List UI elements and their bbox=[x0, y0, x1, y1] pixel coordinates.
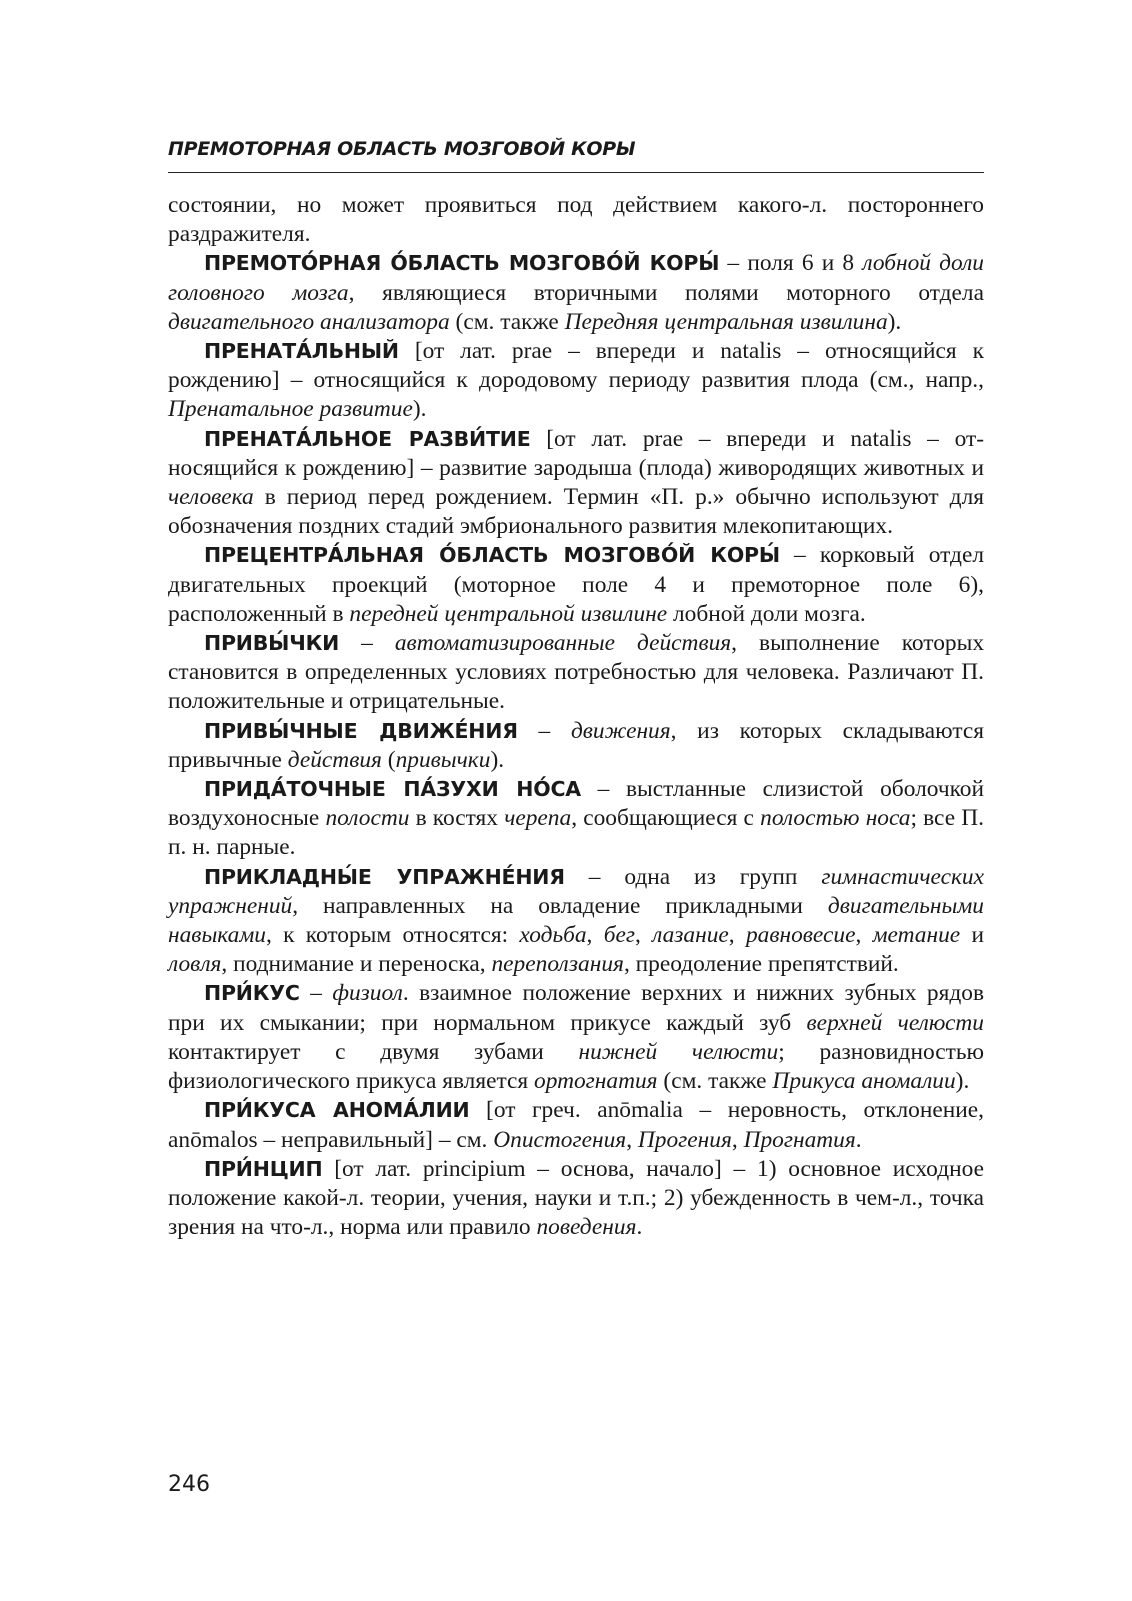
cross-reference: ловля bbox=[168, 951, 222, 978]
entry-text: – bbox=[517, 717, 571, 744]
cross-reference: ортогнатия bbox=[534, 1068, 658, 1095]
entry-text: – одна из групп bbox=[564, 863, 822, 890]
entry-text: , bbox=[626, 1126, 638, 1153]
entry-text: в костях bbox=[409, 805, 505, 832]
entry-text: [от лат. principium – основа, начало] – 1) основное исходное положение какой-л. теории, учения, науки и т.п.; 2) убежденность в чем-л., точка зрения на что-л., норма или правило bbox=[168, 1155, 984, 1241]
cross-reference: переползания bbox=[491, 951, 624, 978]
cross-reference: Передняя центральная извилина bbox=[564, 308, 888, 335]
running-head: ПРЕМОТОРНАЯ ОБЛАСТЬ МОЗГОВОЙ КОРЫ bbox=[168, 138, 636, 160]
dictionary-entry bbox=[168, 249, 984, 337]
header-rule bbox=[168, 172, 984, 173]
entry-text: контактирует с двумя зубами bbox=[168, 1038, 579, 1065]
cross-reference: лазание bbox=[652, 922, 729, 949]
cross-reference: Прогнатия bbox=[743, 1126, 856, 1153]
entry-text: ). bbox=[490, 746, 505, 773]
dictionary-entry bbox=[168, 717, 984, 775]
entry-text: (см. также bbox=[657, 1068, 773, 1095]
entry-text: ). bbox=[412, 396, 427, 423]
cross-reference: черепа bbox=[504, 805, 572, 832]
entry-headword: ПРЕЦЕНТРА́ЛЬНАЯ О́БЛАСТЬ МОЗГОВО́Й КОРЫ́ bbox=[204, 543, 780, 568]
entry-text: ; все П. п. н. парные. bbox=[168, 805, 984, 861]
dictionary-entry bbox=[168, 979, 984, 1096]
entry-text: , bbox=[855, 922, 873, 949]
dictionary-entry bbox=[168, 541, 984, 629]
dictionary-body bbox=[168, 191, 984, 1242]
entry-text: лобной доли мозга. bbox=[667, 600, 866, 627]
cross-reference: физиол bbox=[332, 980, 403, 1007]
cross-reference: гимнастических упражнений bbox=[168, 863, 984, 919]
entry-headword: ПРИКЛАДНЫ́Е УПРАЖНЕ́НИЯ bbox=[204, 864, 565, 889]
entry-headword: ПРИДА́ТОЧНЫЕ ПА́ЗУХИ НО́СА bbox=[204, 777, 581, 802]
entry-text: ). bbox=[955, 1068, 970, 1095]
entry-headword: ПРИВЫ́ЧКИ bbox=[204, 631, 340, 656]
entry-text: , bbox=[728, 922, 746, 949]
cross-reference: движения bbox=[570, 717, 671, 744]
cross-reference: лобной доли головного мозга bbox=[168, 250, 984, 306]
entry-text: , поднимание и переноска, bbox=[221, 951, 492, 978]
dictionary-entry bbox=[168, 337, 984, 425]
entry-headword: ПРИ́КУС bbox=[204, 981, 300, 1006]
entry-headword: ПРИ́КУСА АНОМА́ЛИИ bbox=[204, 1098, 470, 1123]
cross-reference: бег bbox=[603, 922, 635, 949]
entry-headword: ПРЕМОТО́РНАЯ О́БЛАСТЬ МОЗГОВО́Й КОРЫ́ bbox=[204, 251, 720, 276]
entry-text: [от лат. prae – впереди и natalis – относящийся к рождению] – развитие зародыша (плода) живородящих животных и bbox=[168, 425, 984, 481]
entry-headword: ПРИВЫ́ЧНЫЕ ДВИЖЕ́НИЯ bbox=[204, 718, 518, 743]
cross-reference: Пренатальное развитие bbox=[168, 396, 413, 423]
cross-reference: Опистогения bbox=[493, 1126, 627, 1153]
cross-reference: Прогения bbox=[637, 1126, 732, 1153]
cross-reference: человека bbox=[168, 484, 254, 511]
entry-text: [от лат. prae – впереди и natalis – относящийся к рождению] – относящийся к дородовому периоду развития плода (см., напр., bbox=[168, 338, 984, 394]
entry-text: , выполнение которых становится в определенных условиях потребностью для человека. Различают П. положительные и отрицательные. bbox=[168, 630, 985, 715]
entry-text: и bbox=[960, 922, 984, 949]
cross-reference: действия bbox=[287, 746, 382, 773]
entry-text: . bbox=[855, 1126, 862, 1153]
entry-text: ; разновидностью физиологического прикуса является bbox=[168, 1038, 984, 1095]
entry-text: , направленных на овладение прикладными bbox=[292, 892, 828, 919]
entry-text: , сообщающиеся с bbox=[571, 805, 761, 832]
entry-text: ). bbox=[887, 308, 902, 335]
cross-reference: двигательного анализатора bbox=[168, 308, 450, 335]
entry-text: – bbox=[339, 630, 395, 657]
cross-reference: равновесие bbox=[745, 922, 856, 949]
entry-text: . взаимное положение верхних и нижних зубных рядов при их смыкании; при нормальном прикусе каждый зуб bbox=[168, 980, 985, 1036]
cross-reference: ходьба bbox=[519, 922, 587, 949]
entry-text: – поля 6 и 8 bbox=[719, 250, 863, 277]
entry-text: , bbox=[634, 922, 653, 949]
dictionary-entry bbox=[168, 775, 984, 863]
entry-text: , из которых складываются привычные bbox=[168, 717, 984, 773]
cross-reference: нижней челюсти bbox=[578, 1038, 779, 1065]
entry-text: , bbox=[586, 922, 604, 949]
cross-reference: полостью носа bbox=[760, 805, 911, 832]
entry-text: – корковый отдел двигательных проекций (моторное поле 4 и премоторное поле 6), расположенный в bbox=[168, 542, 984, 627]
cross-reference: автоматизированные действия bbox=[394, 630, 732, 657]
entry-text: , являющиеся вторичными полями моторного отдела bbox=[348, 279, 984, 306]
dictionary-entry bbox=[168, 1096, 984, 1154]
continuation-paragraph bbox=[168, 191, 984, 249]
cross-reference: привычки bbox=[395, 746, 491, 773]
entry-text: – bbox=[299, 980, 333, 1007]
entry-text: . bbox=[636, 1214, 643, 1241]
entry-text: ( bbox=[381, 746, 396, 773]
cross-reference: поведения bbox=[536, 1214, 637, 1241]
entry-headword: ПРИ́НЦИП bbox=[204, 1156, 323, 1181]
cross-reference: полости bbox=[325, 805, 410, 832]
entry-text: , к которым относятся: bbox=[265, 922, 520, 949]
cross-reference: Прикуса аномалии bbox=[772, 1068, 956, 1095]
cross-reference: двигательными навыками bbox=[168, 892, 984, 949]
dictionary-entry bbox=[168, 629, 984, 717]
dictionary-entry bbox=[168, 425, 984, 542]
page-number: 246 bbox=[168, 1472, 210, 1497]
entry-headword: ПРЕНАТА́ЛЬНЫЙ bbox=[204, 339, 399, 364]
entry-headword: ПРЕНАТА́ЛЬНОЕ РАЗВИ́ТИЕ bbox=[204, 426, 531, 451]
dictionary-entry bbox=[168, 1155, 984, 1243]
dictionary-entry bbox=[168, 863, 984, 980]
entry-text: , преодоление препятствий. bbox=[623, 951, 899, 978]
entry-text: [от греч. anōmalia – неровность, отклонение, anōmalos – неправильный] – см. bbox=[168, 1097, 984, 1153]
entry-text: – выстланные слизистой оболочкой воздухоносные bbox=[168, 776, 984, 832]
entry-text: состоянии, но может проявиться под действием какого-л. постороннего раздражителя. bbox=[168, 192, 984, 248]
entry-text: (см. также bbox=[449, 308, 565, 335]
entry-text: в период перед рождением. Термин «П. р.» обычно используют для обозначения поздних стадий эмбрионального развития млекопитающих. bbox=[168, 484, 984, 540]
cross-reference: передней центральной извилине bbox=[349, 600, 668, 627]
cross-reference: метание bbox=[872, 922, 961, 949]
cross-reference: верхней челюсти bbox=[806, 1009, 984, 1036]
entry-text: , bbox=[731, 1126, 744, 1153]
